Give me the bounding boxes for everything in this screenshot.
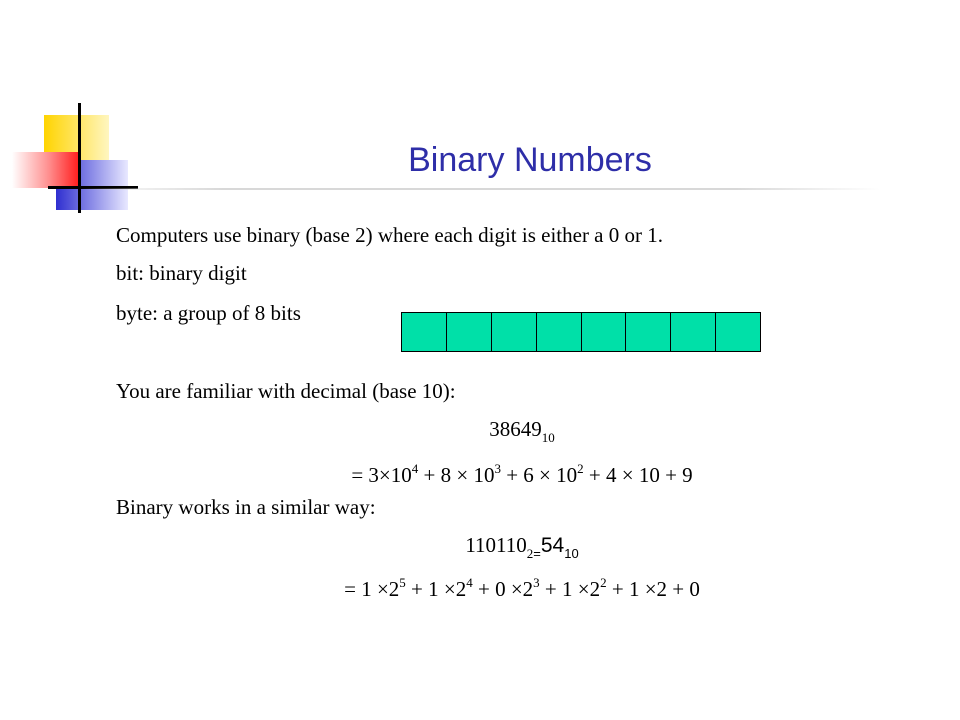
times-symbol: × (443, 577, 456, 601)
times-symbol: × (378, 463, 391, 487)
exponent: 4 (411, 461, 419, 476)
intro-text: Computers use binary (base 2) where each digit is either a 0 or 1. (116, 223, 663, 247)
times-symbol: × (577, 577, 590, 601)
bit-cell (402, 313, 447, 351)
binary-expansion (0, 570, 960, 602)
byte-definition: byte: a group of 8 bits (116, 301, 301, 325)
bit-cell (492, 313, 537, 351)
expansion-term: + 0 (472, 577, 511, 601)
deco-red-bar (12, 152, 78, 188)
title-underline (80, 188, 880, 190)
binary-number-base: 2 (526, 546, 534, 561)
bit-definition: bit: binary digit (116, 261, 247, 285)
bit-cell (626, 313, 671, 351)
binary-equation (0, 532, 960, 567)
bit-cell (671, 313, 716, 351)
slide-corner-decoration (0, 0, 220, 220)
expansion-term: 2 (589, 577, 601, 601)
slide-title: Binary Numbers (408, 141, 652, 179)
expansion-term: 2 (455, 577, 467, 601)
times-symbol: × (644, 577, 657, 601)
decimal-number-value: 38649 (489, 417, 542, 441)
times-symbol: × (510, 577, 523, 601)
exponent: 3 (494, 461, 501, 476)
expansion-term: 10 (390, 463, 412, 487)
expansion-term: = 1 (344, 577, 377, 601)
binary-result-value: 54 (540, 534, 565, 557)
times-symbol: × (456, 463, 469, 487)
decimal-number-base: 10 (541, 430, 555, 445)
binary-equals-sign: = (533, 546, 541, 561)
expansion-term: + 1 (539, 577, 578, 601)
expansion-term: + 8 (418, 463, 457, 487)
exponent: 2 (600, 575, 607, 590)
expansion-term: 2 + 0 (656, 577, 700, 601)
bit-cell (716, 313, 760, 351)
bit-cell (537, 313, 582, 351)
expansion-term: = 3 (351, 463, 379, 487)
expansion-term: + 6 (500, 463, 540, 487)
binary-intro: Binary works in a similar way: (116, 495, 376, 519)
exponent: 5 (399, 575, 406, 590)
bit-cell (582, 313, 627, 351)
bit-cell (447, 313, 492, 351)
expansion-term: 2 (522, 577, 534, 601)
decimal-expansion (0, 456, 960, 488)
expansion-term: + 4 (583, 463, 622, 487)
exponent: 3 (533, 575, 540, 590)
binary-result-base: 10 (564, 546, 579, 561)
exponent: 4 (466, 575, 473, 590)
binary-number-value: 110110 (465, 533, 527, 557)
times-symbol: × (376, 577, 389, 601)
expansion-term: + 1 (405, 577, 444, 601)
expansion-term: 10 (550, 463, 578, 487)
expansion-term: 2 (388, 577, 400, 601)
exponent: 2 (577, 461, 584, 476)
expansion-term: 10 (468, 463, 495, 487)
deco-vertical-line (78, 103, 81, 213)
times-symbol: × (621, 463, 634, 487)
decimal-number (0, 416, 960, 451)
expansion-term: + 1 (606, 577, 645, 601)
expansion-term: 10 + 9 (633, 463, 693, 487)
decimal-intro: You are familiar with decimal (base 10): (116, 379, 456, 403)
byte-diagram (401, 312, 761, 352)
times-symbol: × (539, 463, 551, 487)
